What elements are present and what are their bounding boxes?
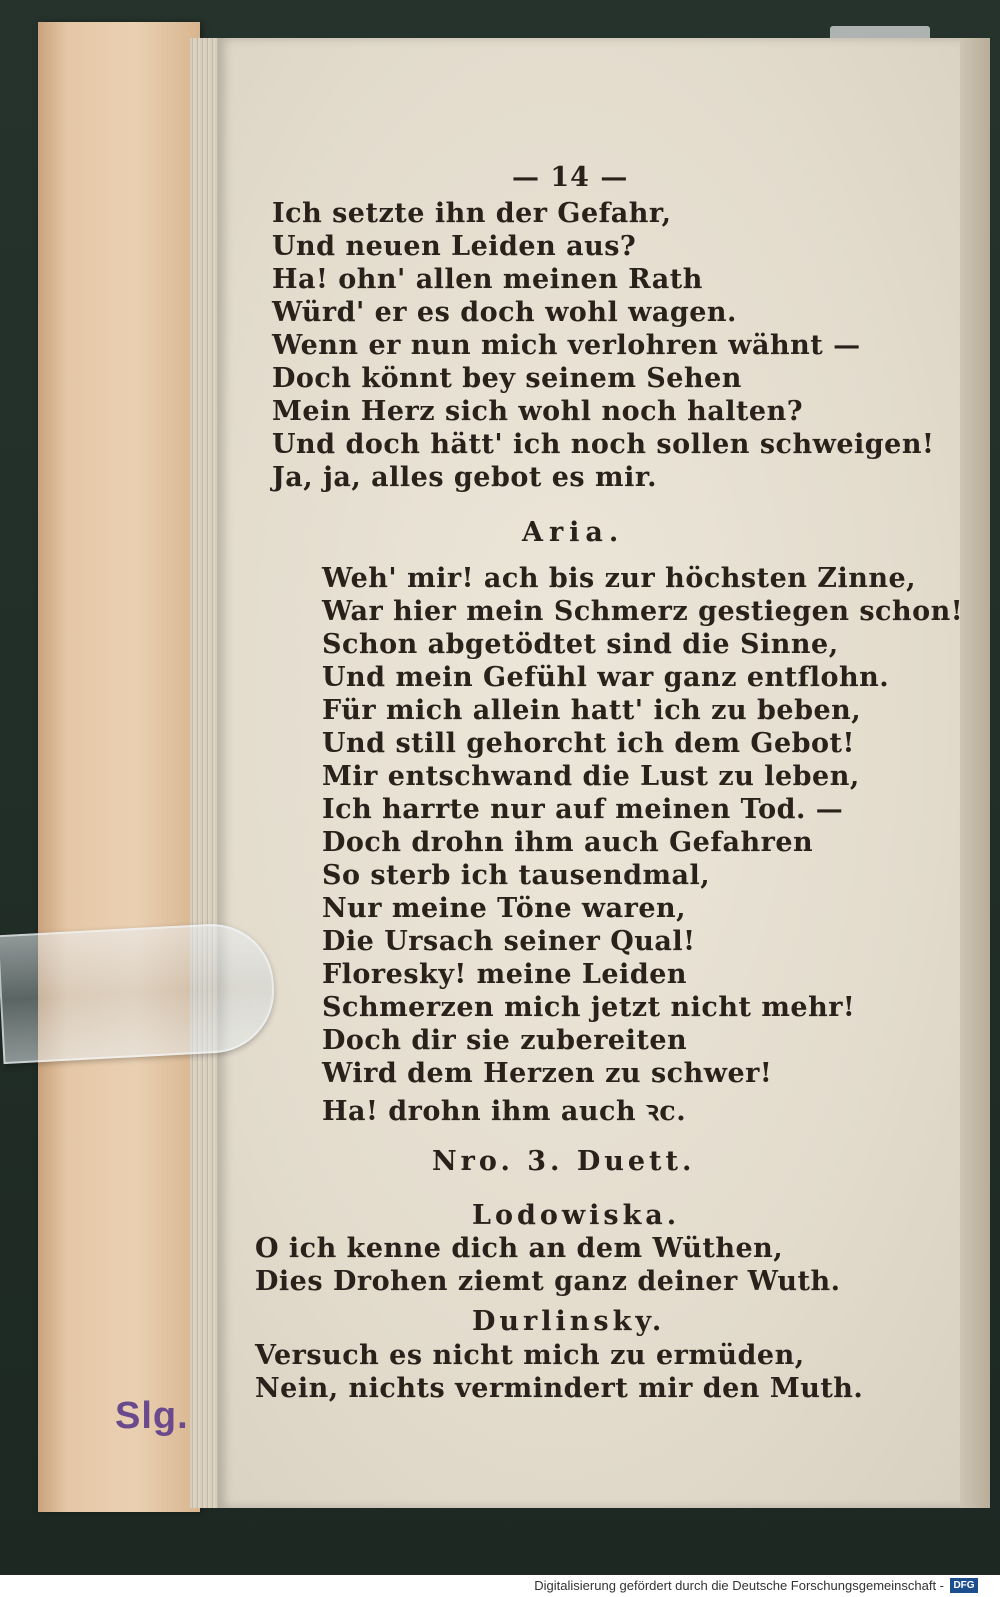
text-line: Und still gehorcht ich dem Gebot! [322,728,855,759]
dfg-logo: DFG [950,1578,978,1593]
text-line: Die Ursach seiner Qual! [322,926,696,957]
text-line: Dies Drohen ziemt ganz deiner Wuth. [255,1266,841,1297]
text-line: Wird dem Herzen zu schwer! [322,1058,773,1089]
text-line: Schmerzen mich jetzt nicht mehr! [322,992,856,1023]
text-line: Doch könnt bey seinem Sehen [272,363,742,394]
aria-heading: Aria. [522,517,625,548]
speaker-name: Durlinsky. [472,1306,666,1337]
library-stamp: Slg. [115,1395,189,1437]
text-line: War hier mein Schmerz gestiegen schon! [322,596,964,627]
text-line: Doch drohn ihm auch Gefahren [322,827,814,858]
funding-credit: Digitalisierung gefördert durch die Deutsche Forschungsgemeinschaft - [534,1578,944,1593]
text-line: Ja, ja, alles gebot es mir. [272,462,657,493]
text-line: Für mich allein hatt' ich zu beben, [322,695,862,726]
text-line: Versuch es nicht mich zu ermüden, [255,1340,805,1371]
text-line: Mein Herz sich wohl noch halten? [272,396,804,427]
page-clip [0,921,277,1064]
text-line: Und neuen Leiden aus? [272,231,637,262]
text-line: Ich harrte nur auf meinen Tod. — [322,794,844,825]
text-line: Nur meine Töne waren, [322,893,687,924]
text-line: Wenn er nun mich verlohren wähnt — [272,330,861,361]
text-line: Nein, nichts vermindert mir den Muth. [255,1373,864,1404]
text-line: Würd' er es doch wohl wagen. [272,297,737,328]
text-line: Und doch hätt' ich noch sollen schweigen! [272,429,935,460]
page-right-edge [960,38,990,1508]
text-line: Weh' mir! ach bis zur höchsten Zinne, [322,563,917,594]
text-line: So sterb ich tausendmal, [322,860,711,891]
page-number: — 14 — [512,162,629,193]
text-line: Schon abgetödtet sind die Sinne, [322,629,839,660]
text-line: Ha! drohn ihm auch ꝛc. [322,1096,687,1127]
text-line: Ich setzte ihn der Gefahr, [272,198,672,229]
footer-bar [0,1575,1000,1597]
text-line: Mir entschwand die Lust zu leben, [322,761,860,792]
text-line: Ha! ohn' allen meinen Rath [272,264,703,295]
text-line: O ich kenne dich an dem Wüthen, [255,1233,784,1264]
text-line: Und mein Gefühl war ganz entflohn. [322,662,890,693]
text-line: Floresky! meine Leiden [322,959,688,990]
duet-heading: Nro. 3. Duett. [432,1146,696,1177]
book-edge [38,22,200,1512]
speaker-name: Lodowiska. [472,1200,681,1231]
text-line: Doch dir sie zubereiten [322,1025,688,1056]
page-stack [190,38,220,1508]
